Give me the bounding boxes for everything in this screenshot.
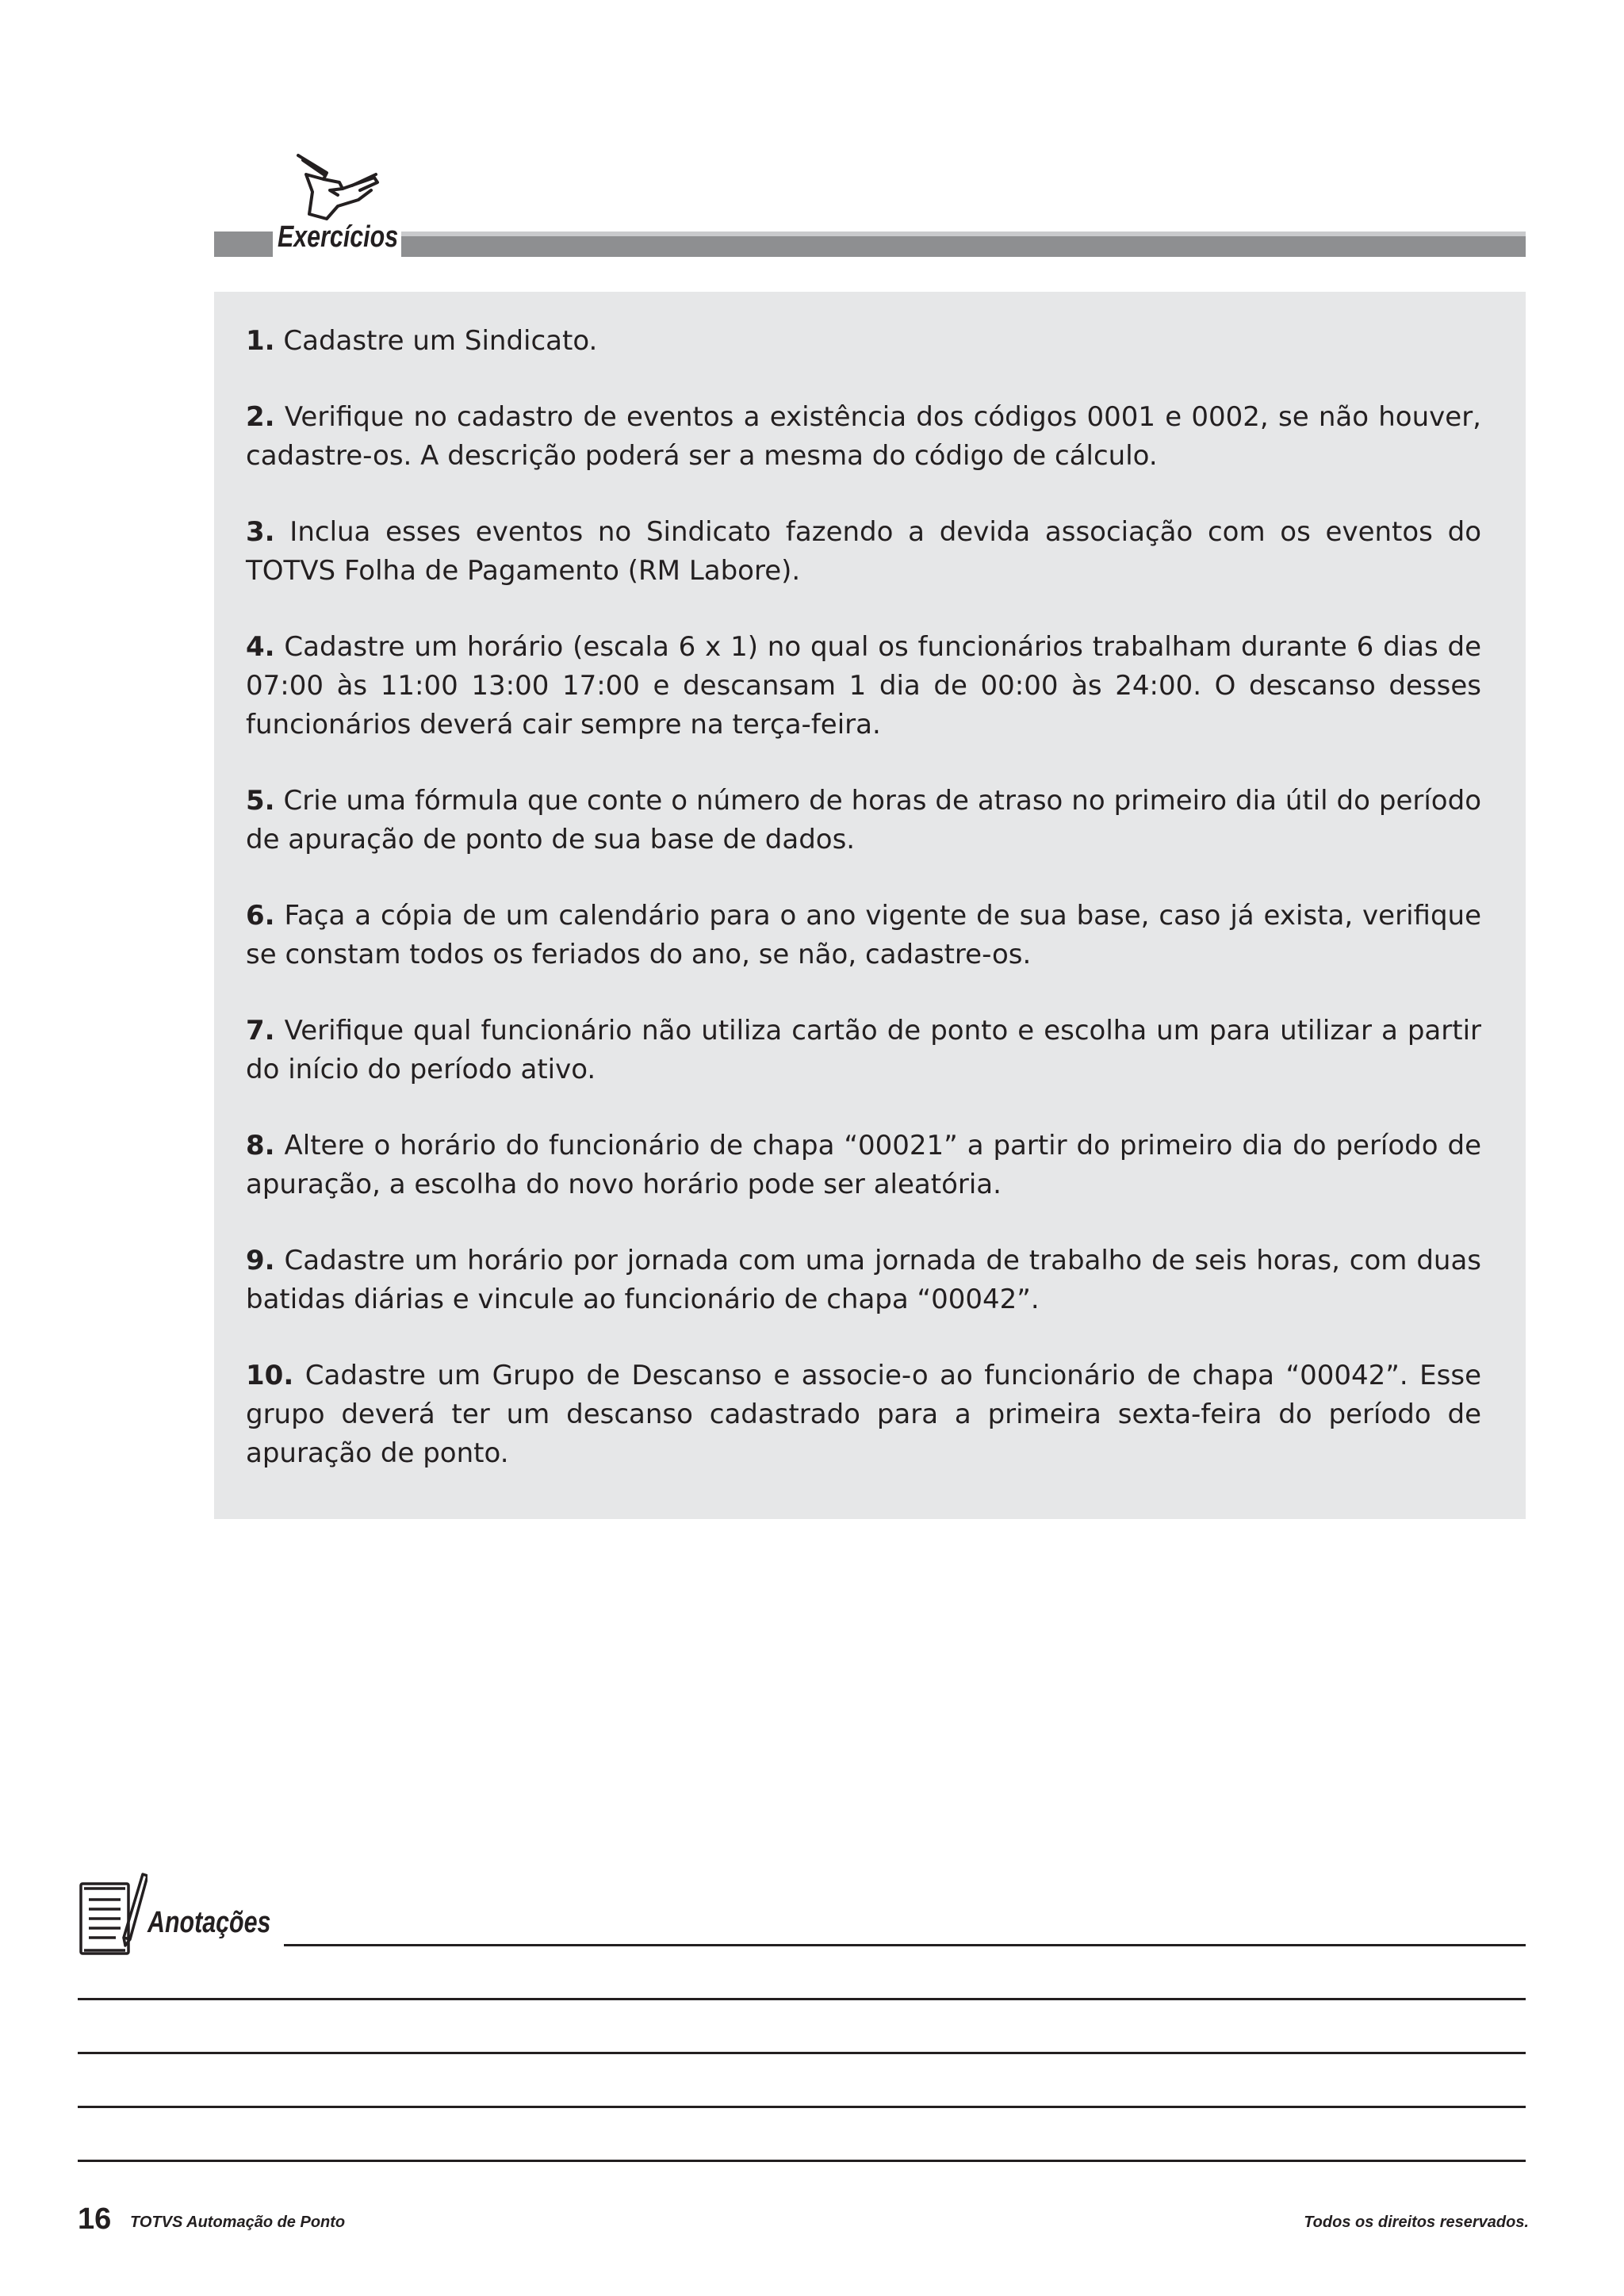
- notes-line: [78, 1998, 1526, 2000]
- exercise-item: 5. Crie uma fórmula que conte o número de horas de atraso no primeiro dia útil do período de apuração de ponto de sua base de dados.: [246, 785, 1481, 855]
- exercise-item: 7. Verifique qual funcionário não utiliza cartão de ponto e escolha um para utilizar a partir do início do período ativo.: [246, 1015, 1481, 1085]
- exercise-item: 4. Cadastre um horário (escala 6 x 1) no qual os funcionários trabalham durante 6 dias de 07:00 às 11:00 13:00 17:00 e descansam 1 dia de 00:00 às 24:00. O descanso desses funcionários deverá cair sempre na terça-feira.: [246, 631, 1481, 740]
- page-number: 16: [78, 2202, 112, 2236]
- exercise-item: 2. Verifique no cadastro de eventos a existência dos códigos 0001 e 0002, se não houver, cadastre-os. A descrição poderá ser a mesma do código de cálculo.: [246, 401, 1481, 472]
- writing-hand-icon: [292, 151, 381, 224]
- exercises-title: Exercícios: [278, 220, 399, 254]
- footer-book-title: TOTVS Automação de Ponto: [130, 2214, 346, 2231]
- exercise-item: 6. Faça a cópia de um calendário para o ano vigente de sua base, caso já exista, verifique se constam todos os feriados do ano, se não, cadastre-os.: [246, 900, 1481, 970]
- notes-line: [78, 2052, 1526, 2054]
- exercise-item: 8. Altere o horário do funcionário de chapa “00021” a partir do primeiro dia do período de apuração, a escolha do novo horário pode ser aleatória.: [246, 1130, 1481, 1200]
- header-bar-left: [214, 232, 273, 257]
- notes-title: Anotações: [147, 1906, 271, 1939]
- exercises-box: [214, 292, 1526, 1519]
- exercise-item: 3. Inclua esses eventos no Sindicato fazendo a devida associação com os eventos do TOTVS Folha de Pagamento (RM Labore).: [246, 516, 1481, 587]
- exercise-item: 1. Cadastre um Sindicato.: [246, 325, 598, 357]
- notes-line: [78, 2160, 1526, 2162]
- exercise-item: 10. Cadastre um Grupo de Descanso e associe-o ao funcionário de chapa “00042”. Esse grupo deverá ter um descanso cadastrado para a primeira sexta-feira do período de apuração de ponto.: [246, 1360, 1481, 1469]
- exercise-item: 9. Cadastre um horário por jornada com uma jornada de trabalho de seis horas, com duas batidas diárias e vincule ao funcionário de chapa “00042”.: [246, 1245, 1481, 1315]
- footer-rights: Todos os direitos reservados.: [1304, 2214, 1529, 2231]
- header-bar-right: [401, 232, 1526, 257]
- notepad-pencil-icon: [76, 1868, 147, 1960]
- notes-line: [78, 2106, 1526, 2108]
- notes-line: [284, 1944, 1526, 1946]
